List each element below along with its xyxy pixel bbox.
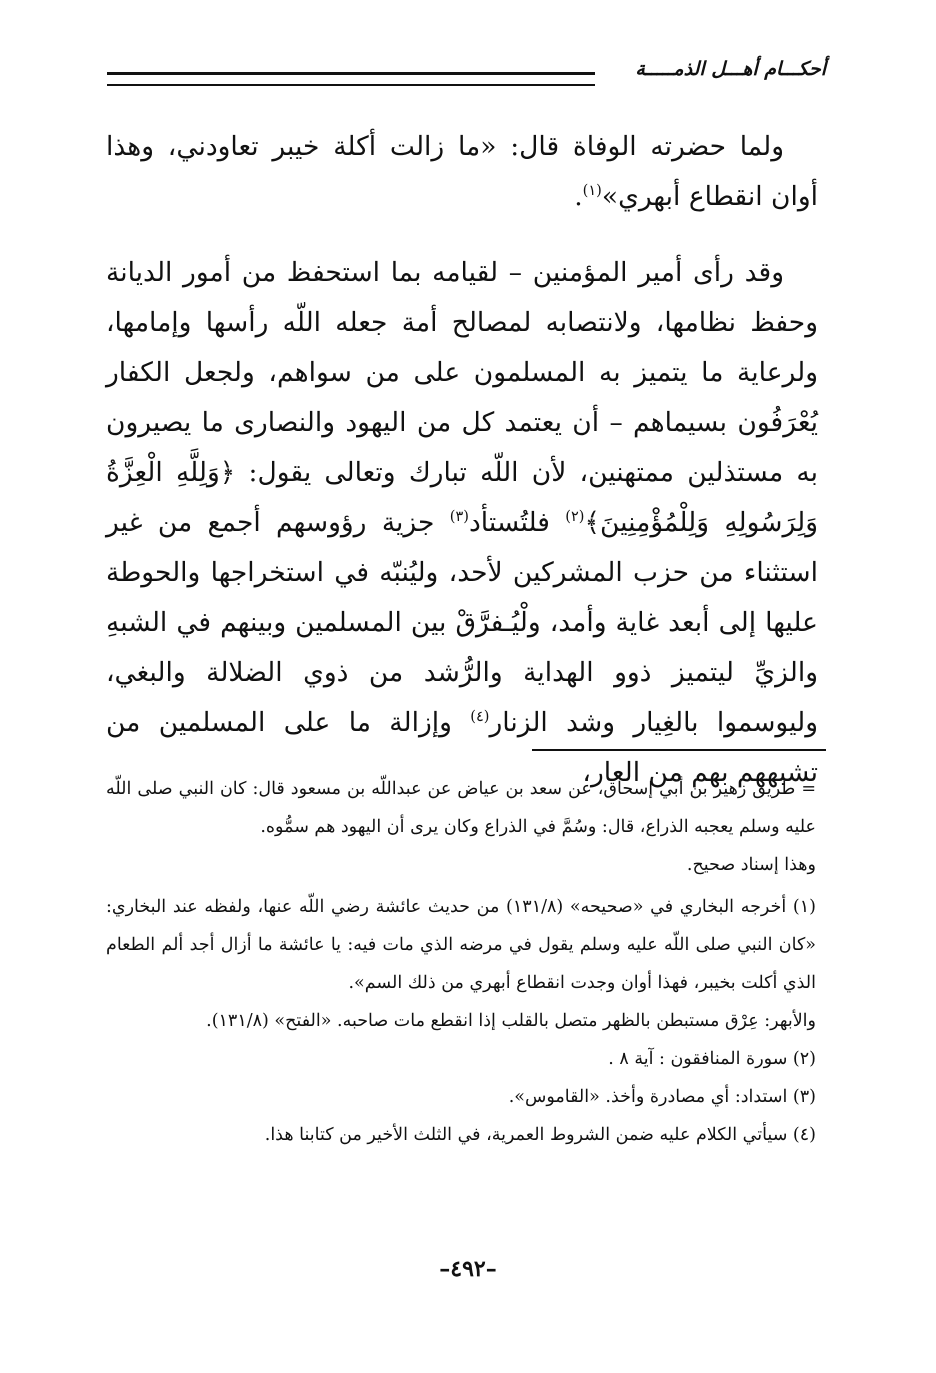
paragraph-1-end: . bbox=[574, 181, 583, 212]
footnote-4: (٤) سيأتي الكلام عليه ضمن الشروط العمرية، في الثلث الأخير من كتابنا هذا. bbox=[264, 1125, 816, 1145]
paragraph-1-text: ولما حضرته الوفاة قال: «ما زالت أكلة خيبر تعاودني، وهذا أوان انقطاع أبهري» bbox=[106, 131, 818, 212]
footnote-continuation-note: وهذا إسناد صحيح. bbox=[686, 855, 816, 875]
header-rule-bottom bbox=[107, 84, 595, 86]
paragraph-2-part-1: وقد رأى أمير المؤمنين – لقيامه بما استحفظ من أمور الديانة وحفظ نظامها، ولانتصابه لمصالح أمة جعله اللّه رأسها وإمامها، ولرعاية ما يتميز به المسلمون على من سواهم، ولجعل الكفار يُعْرَفُون بسيماهم – أن يعتمد كل من اليهود والنصارى ما يصيرون به مستذلين ممتهنين، لأن اللّه تبارك وتعالى يقول: ﴿وَلِلَّهِ الْعِزَّةُ وَلِرَسُولِهِ وَلِلْمُؤْمِنِينَ﴾ bbox=[106, 257, 819, 538]
header-rule-top bbox=[107, 72, 595, 75]
main-text bbox=[106, 122, 818, 798]
main-paragraph-1 bbox=[106, 122, 818, 222]
page-number: –٤٩٢– bbox=[439, 1256, 497, 1282]
footnote-separator bbox=[532, 749, 826, 751]
footnote-ref-1: (١) bbox=[582, 182, 602, 200]
footnote-ref-3: (٣) bbox=[449, 508, 469, 526]
paragraph-2-part-4: وإزالة ما على المسلمين من تشبههم بهم من العار، bbox=[106, 707, 818, 788]
footnote-3: (٣) استداد: أي مصادرة وأخذ. «القاموس». bbox=[508, 1087, 816, 1107]
paragraph-2-part-2: فلتُستأد bbox=[468, 507, 566, 538]
paragraph-2-part-3: جزية رؤوسهم أجمع من غير استثناء من حزب المشركين لأحد، وليُنبّه في استخراجها والحوطة عليها إلى أبعد غاية وأمد، ولْيُـفرَّقْ بين المسلمين وبينهم في الشبهِ والزيِّ ليتميز ذوو الهداية والرُّشد من ذوي الضلالة والبغي، وليوسموا بالغِيار وشد الزنار bbox=[106, 507, 818, 738]
footnote-1: (١) أخرجه البخاري في «صحيحه» (١٣١/٨) من حديث عائشة رضي اللّه عنها، ولفظه عند البخاري: «كان النبي صلى اللّه عليه وسلم يقول في مرضه الذي مات فيه: يا عائشة ما أزال أجد ألم الطعام الذي أكلت بخيبر، فهذا أوان وجدت انقطاع أبهري من ذلك السم». bbox=[106, 897, 816, 993]
footnote-ref-2: (٢) bbox=[565, 508, 585, 526]
footnote-continuation: = طريق زهير بن أبي إسحاق، عن سعد بن عياض عن عبداللّه بن مسعود قال: كان النبي صلى اللّه عليه وسلم يعجبه الذراع، قال: وسُمَّ في الذراع وكان يرى أن اليهود هم سمُّوه. bbox=[106, 779, 816, 837]
footnotes bbox=[106, 770, 816, 1154]
main-paragraph-2 bbox=[106, 248, 818, 798]
running-header-title: أحكـــام أهـــل الذمـــــة bbox=[635, 58, 826, 80]
footnote-ref-4: (٤) bbox=[470, 708, 490, 726]
footnote-1-explanation: والأبهر: عِرْق مستبطن بالظهر متصل بالقلب إذا انقطع مات صاحبه. «الفتح» (١٣١/٨). bbox=[206, 1011, 816, 1031]
footnote-2: (٢) سورة المنافقون : آية ٨ . bbox=[608, 1049, 816, 1069]
